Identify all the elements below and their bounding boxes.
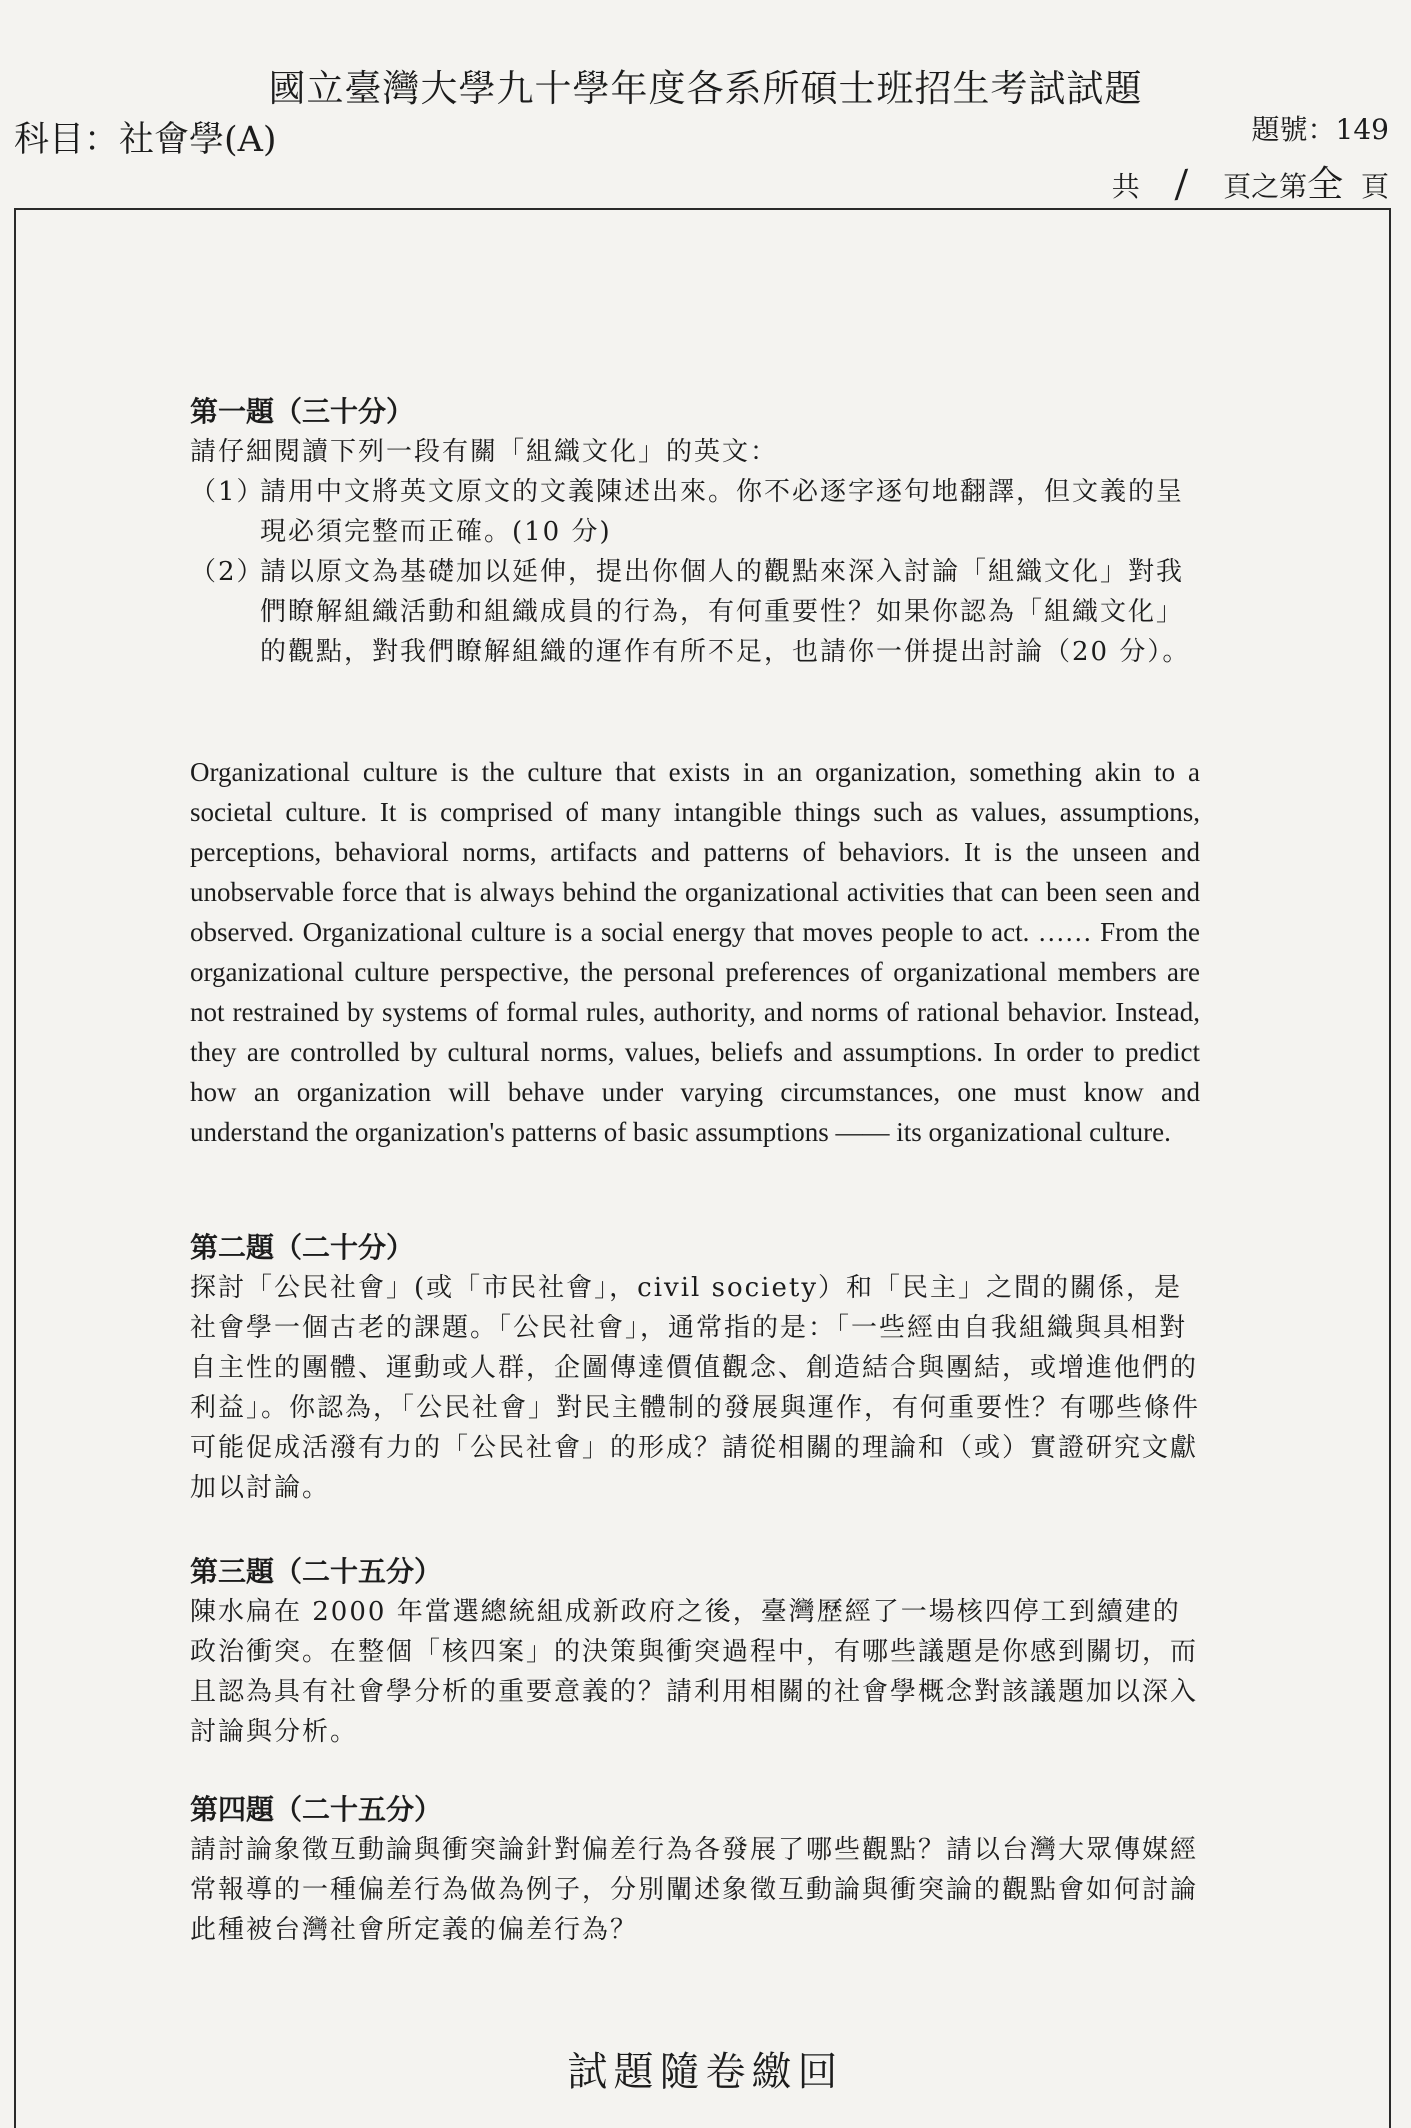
item-number: （1）	[190, 477, 265, 507]
subject-label: 科目：社會學(A)	[14, 120, 277, 160]
pages-total-handwritten: /	[1172, 163, 1191, 206]
pages-current-handwritten: 全	[1307, 164, 1344, 205]
question-4-title: 第四題（二十五分）	[190, 1793, 443, 1826]
exam-title: 國立臺灣大學九十學年度各系所碩士班招生考試試題	[268, 67, 1143, 110]
item-number: （2）	[190, 557, 265, 587]
question-1-intro: 請仔細閱讀下列一段有關「組織文化」的英文：	[190, 437, 779, 467]
page-count	[1112, 156, 1389, 207]
question-3-title: 第三題（二十五分）	[190, 1555, 443, 1588]
question-2-text: 探討「公民社會」(或「市民社會」，civil society）和「民主」之間的關係，是社會學一個古老的課題。「公民社會」，通常指的是：「一些經由自我組織與具相對自主性的團體、運動或人群，企圖傳達價值觀念、創造結合與團結，或增進他們的利益」。你認為，「公民社會」對民主體制的發展與運作，有何重要性？有哪些條件可能促成活潑有力的「公民社會」的形成？請從相關的理論和（或）實證研究文獻加以討論。	[190, 1273, 1201, 1503]
question-1-item-1	[190, 472, 1200, 552]
question-1	[190, 392, 1200, 672]
english-passage-text: Organizational culture is the culture that exists in an organization, something akin to a societal culture. It is comprised of many intangible things such as values, assumptions, perceptions, behavioral norms, artifacts and patterns of behaviors. It is the unseen and unobservable force that is always behind the organizational activities that can been seen and observed. Organizational culture is a social energy that moves people to act. …… From the organizational culture perspective, the personal preferences of organizational members are not restrained by systems of formal rules, authority, and norms of rational behavior. Instead, they are controlled by cultural norms, values, beliefs and assumptions. In order to predict how an organization will behave under varying circumstances, one must know and understand the organization's patterns of basic assumptions —— its organizational culture.	[190, 757, 1200, 1147]
pages-suffix: 頁	[1360, 170, 1389, 203]
question-1-title: 第一題（三十分）	[190, 395, 415, 428]
item-text: 請以原文為基礎加以延伸，提出你個人的觀點來深入討論「組織文化」對我們瞭解組織活動和組織成員的行為，有何重要性？如果你認為「組織文化」的觀點，對我們瞭解組織的運作有所不足，也請你一併提出討論（20 分）。	[260, 557, 1191, 667]
english-passage	[190, 752, 1200, 1152]
question-4	[190, 1790, 1200, 1950]
question-2	[190, 1228, 1200, 1508]
question-1-item-2	[190, 552, 1200, 672]
question-number: 題號：149	[1251, 113, 1389, 146]
return-notice: 試題隨卷繳回	[567, 2049, 844, 2095]
question-2-title: 第二題（二十分）	[190, 1231, 415, 1264]
item-text: 請用中文將英文原文的文義陳述出來。你不必逐字逐句地翻譯，但文義的呈現必須完整而正確。(10 分)	[260, 477, 1185, 547]
question-3-text: 陳水扁在 2000 年當選總統組成新政府之後，臺灣歷經了一場核四停工到續建的政治衝突。在整個「核四案」的決策與衝突過程中，有哪些議題是你感到關切，而且認為具有社會學分析的重要意義的？請利用相關的社會學概念對該議題加以深入討論與分析。	[190, 1597, 1199, 1747]
pages-prefix: 共	[1111, 170, 1140, 203]
question-4-text: 請討論象徵互動論與衝突論針對偏差行為各發展了哪些觀點？請以台灣大眾傳媒經常報導的一種偏差行為做為例子，分別闡述象徵互動論與衝突論的觀點會如何討論此種被台灣社會所定義的偏差行為？	[190, 1835, 1199, 1945]
question-3	[190, 1552, 1200, 1752]
pages-middle: 頁之第	[1223, 170, 1308, 203]
